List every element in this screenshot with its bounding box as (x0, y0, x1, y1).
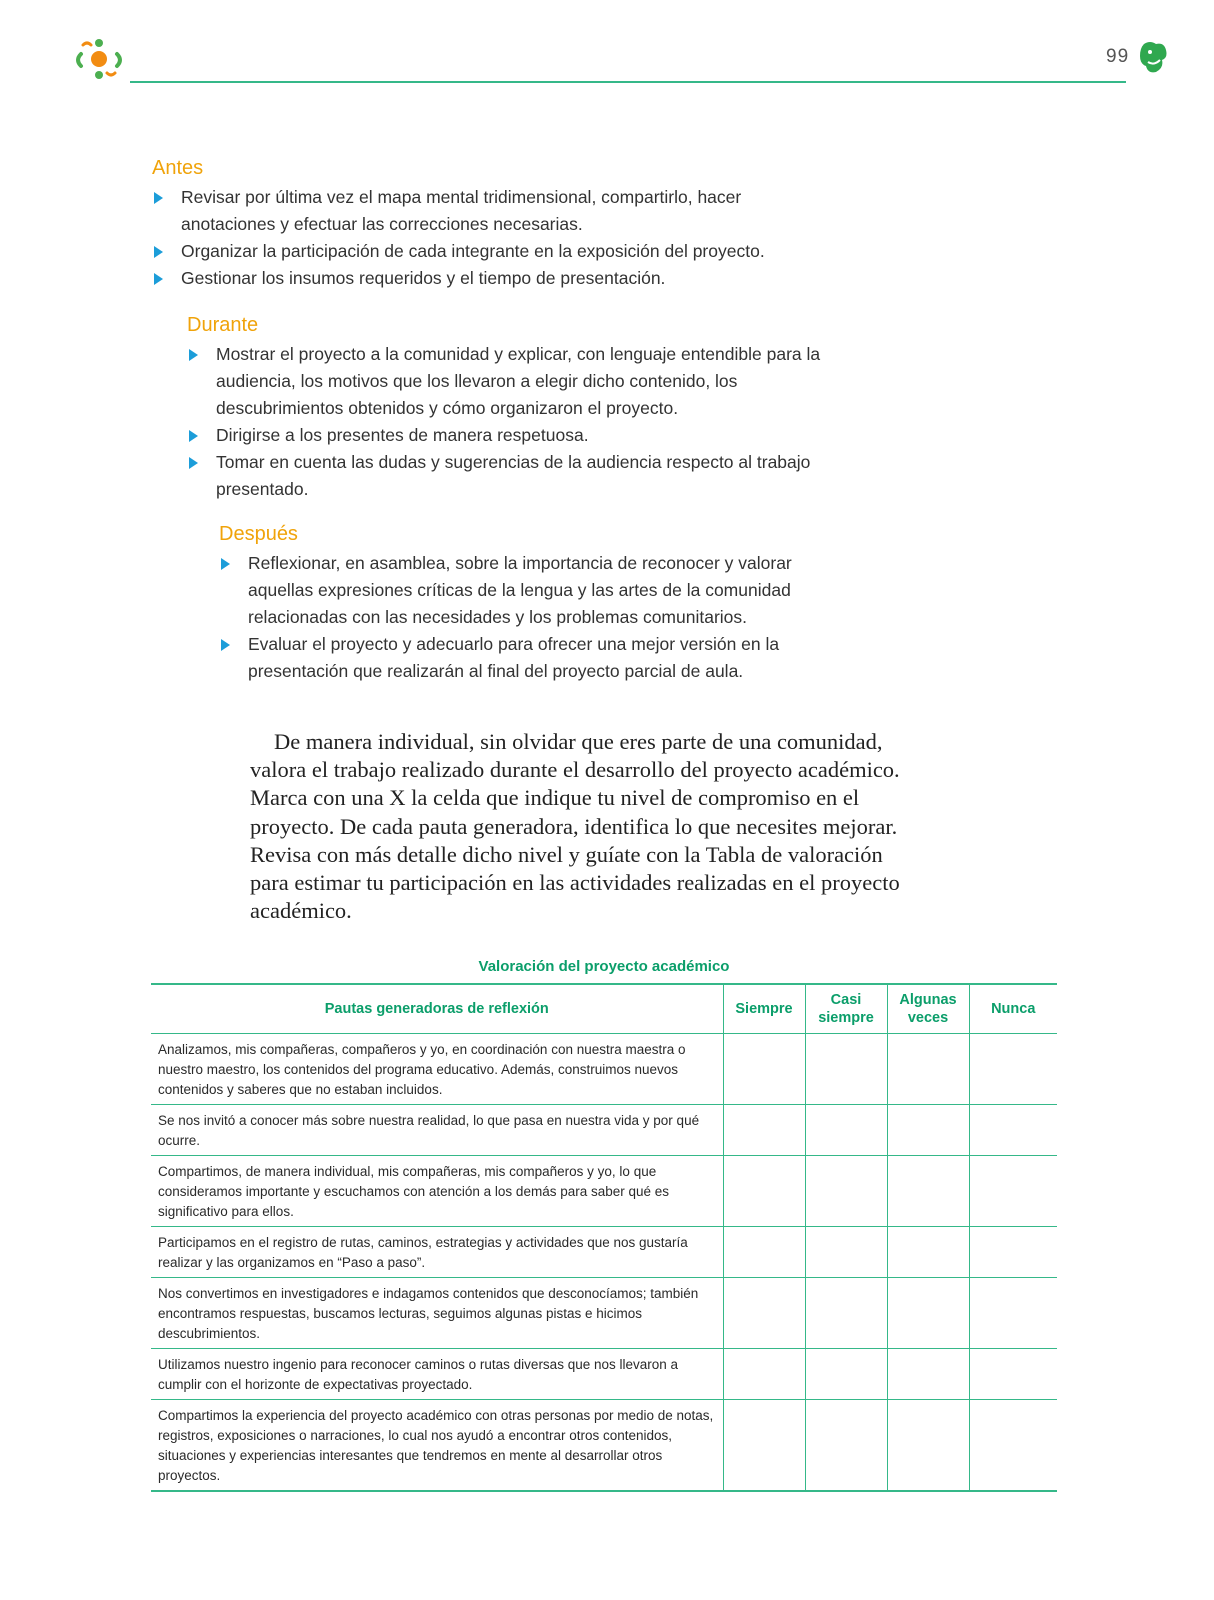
mark-cell-nunca[interactable] (969, 1105, 1057, 1156)
header-algunas-veces: Algunas veces (887, 984, 969, 1034)
mark-cell-casi-siempre[interactable] (805, 1156, 887, 1227)
pauta-cell: Compartimos, de manera individual, mis compañeras, mis compañeros y yo, lo que consideramos importante y escuchamos con atención a los demás para saber qué es significativo para ellos. (151, 1156, 723, 1227)
table-row (151, 1400, 1057, 1492)
mark-cell-siempre[interactable] (723, 1105, 805, 1156)
section-title-antes: Antes (152, 157, 204, 179)
header-nunca: Nunca (969, 984, 1057, 1034)
table-row (151, 1227, 1057, 1278)
mark-cell-casi-siempre[interactable] (805, 1349, 887, 1400)
pauta-cell: Participamos en el registro de rutas, caminos, estrategias y actividades que nos gustaría realizar y las organizamos en “Paso a paso”. (151, 1227, 723, 1278)
mark-cell-nunca[interactable] (969, 1349, 1057, 1400)
triangle-bullet-icon (154, 246, 163, 258)
pauta-cell: Nos convertimos en investigadores e indagamos contenidos que desconocíamos; también encontramos respuestas, buscamos lecturas, seguimos algunas pistas e hicimos descubrimientos. (151, 1278, 723, 1349)
header-siempre: Siempre (723, 984, 805, 1034)
table-row (151, 1349, 1057, 1400)
section-durante (187, 314, 847, 503)
table-row (151, 1034, 1057, 1105)
list-item: Organizar la participación de cada integrante en la exposición del proyecto. (152, 238, 832, 265)
pauta-cell: Analizamos, mis compañeras, compañeros y yo, en coordinación con nuestra maestra o nuestro maestro, los contenidos del programa educativo. Además, construimos nuevos contenidos y saberes que no estaban incluidos. (151, 1034, 723, 1105)
instruction-paragraph: De manera individual, sin olvidar que eres parte de una comunidad, valora el trabajo realizado durante el desarrollo del proyecto académico. Marca con una X la celda que indique tu nivel de compromiso en el proyecto. De cada pauta generadora, identifica lo que necesites mejorar. Revisa con más detalle dicho nivel y guíate con la Tabla de valoración para estimar tu participación en las actividades realizadas en el proyecto académico. (250, 729, 900, 924)
mark-cell-siempre[interactable] (723, 1278, 805, 1349)
mark-cell-siempre[interactable] (723, 1156, 805, 1227)
section-despues (219, 523, 859, 685)
mark-cell-casi-siempre[interactable] (805, 1400, 887, 1492)
list-item: Gestionar los insumos requeridos y el tiempo de presentación. (152, 265, 832, 292)
table-row (151, 1105, 1057, 1156)
mark-cell-casi-siempre[interactable] (805, 1227, 887, 1278)
mark-cell-casi-siempre[interactable] (805, 1105, 887, 1156)
list-item: Mostrar el proyecto a la comunidad y explicar, con lenguaje entendible para la audiencia, los motivos que los llevaron a elegir dicho contenido, los descubrimientos obtenidos y cómo organizaron el proyecto. (187, 341, 847, 422)
triangle-bullet-icon (189, 457, 198, 469)
evaluation-table (151, 983, 1057, 1492)
table-row (151, 1278, 1057, 1349)
mark-cell-algunas-veces[interactable] (887, 1034, 969, 1105)
triangle-bullet-icon (154, 192, 163, 204)
mark-cell-siempre[interactable] (723, 1400, 805, 1492)
header-pautas: Pautas generadoras de reflexión (151, 984, 723, 1034)
header-rule (130, 81, 1126, 83)
list-item: Dirigirse a los presentes de manera respetuosa. (187, 422, 847, 449)
pauta-cell: Utilizamos nuestro ingenio para reconocer caminos o rutas diversas que nos llevaron a cumplir con el horizonte de expectativas proyectado. (151, 1349, 723, 1400)
mark-cell-nunca[interactable] (969, 1278, 1057, 1349)
mark-cell-casi-siempre[interactable] (805, 1278, 887, 1349)
table-title: Valoración del proyecto académico (478, 958, 730, 975)
triangle-bullet-icon (221, 558, 230, 570)
mark-cell-nunca[interactable] (969, 1156, 1057, 1227)
green-figure-icon (1138, 40, 1170, 76)
header-casi-siempre: Casi siempre (805, 984, 887, 1034)
triangle-bullet-icon (221, 639, 230, 651)
triangle-bullet-icon (189, 349, 198, 361)
mark-cell-siempre[interactable] (723, 1227, 805, 1278)
pauta-cell: Se nos invitó a conocer más sobre nuestra realidad, lo que pasa en nuestra vida y por qué ocurre. (151, 1105, 723, 1156)
section-antes (152, 157, 832, 292)
mark-cell-algunas-veces[interactable] (887, 1105, 969, 1156)
mark-cell-siempre[interactable] (723, 1034, 805, 1105)
triangle-bullet-icon (154, 273, 163, 285)
mark-cell-nunca[interactable] (969, 1400, 1057, 1492)
section-title-despues: Después (219, 523, 298, 545)
mark-cell-siempre[interactable] (723, 1349, 805, 1400)
mark-cell-nunca[interactable] (969, 1227, 1057, 1278)
table-row (151, 1156, 1057, 1227)
mark-cell-nunca[interactable] (969, 1034, 1057, 1105)
mark-cell-algunas-veces[interactable] (887, 1400, 969, 1492)
sun-flower-logo-icon (72, 32, 126, 86)
table-header-row (151, 984, 1057, 1034)
page-number: 99 (1106, 46, 1130, 67)
mark-cell-algunas-veces[interactable] (887, 1156, 969, 1227)
list-item: Evaluar el proyecto y adecuarlo para ofrecer una mejor versión en la presentación que realizarán al final del proyecto parcial de aula. (219, 631, 859, 685)
list-item: Reflexionar, en asamblea, sobre la importancia de reconocer y valorar aquellas expresiones críticas de la lengua y las artes de la comunidad relacionadas con las necesidades y los problemas comunitarios. (219, 550, 859, 631)
section-title-durante: Durante (187, 314, 259, 336)
pauta-cell: Compartimos la experiencia del proyecto académico con otras personas por medio de notas, registros, exposiciones o narraciones, lo cual nos ayudó a encontrar otros contenidos, situaciones y experiencias interesantes que tendremos en mente al desarrollar otros proyectos. (151, 1400, 723, 1492)
list-item: Revisar por última vez el mapa mental tridimensional, compartirlo, hacer anotaciones y efectuar las correcciones necesarias. (152, 184, 832, 238)
mark-cell-algunas-veces[interactable] (887, 1278, 969, 1349)
triangle-bullet-icon (189, 430, 198, 442)
mark-cell-algunas-veces[interactable] (887, 1349, 969, 1400)
mark-cell-algunas-veces[interactable] (887, 1227, 969, 1278)
mark-cell-casi-siempre[interactable] (805, 1034, 887, 1105)
list-item: Tomar en cuenta las dudas y sugerencias de la audiencia respecto al trabajo presentado. (187, 449, 847, 503)
